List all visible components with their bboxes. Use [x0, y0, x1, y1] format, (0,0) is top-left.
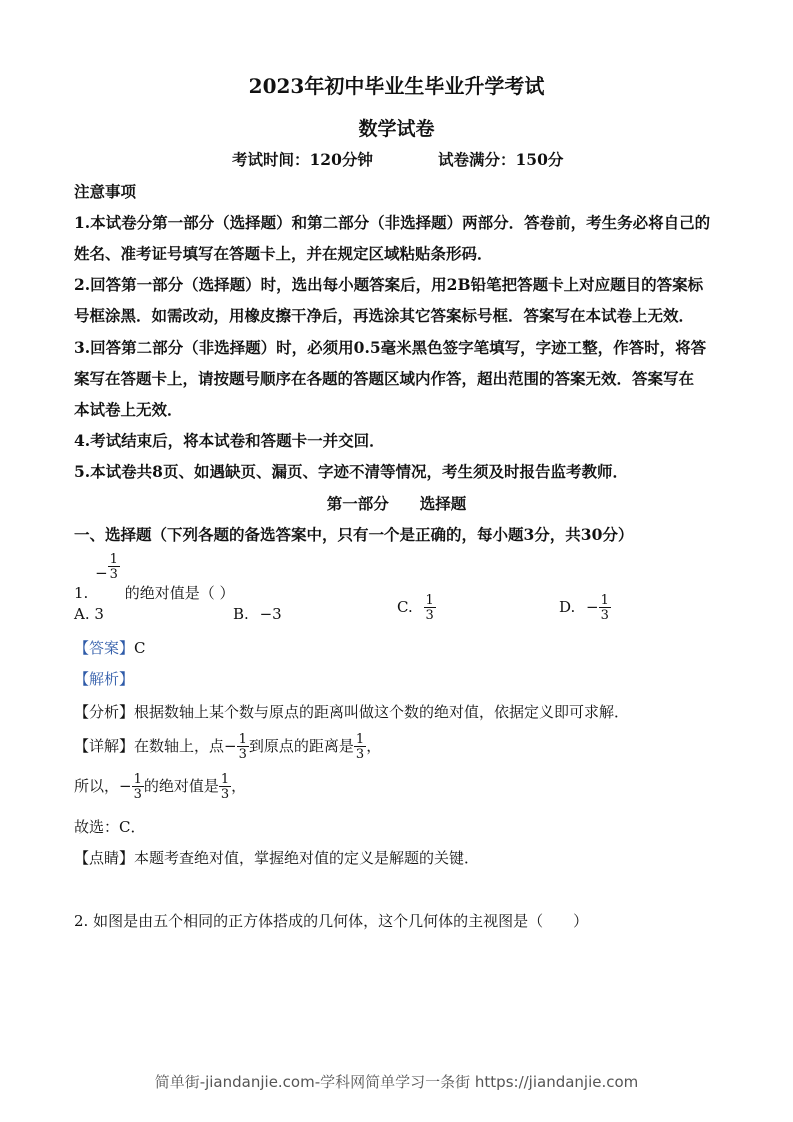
fraction: $\frac{1}{3}$ [425, 593, 434, 623]
dianjing-tag: 【点睛】 [74, 849, 135, 867]
fraction: $\frac{1}{3}$ [133, 772, 142, 802]
notice-line: 本试卷上无效． [74, 400, 183, 419]
suoyi-line: 所以，− $\frac{1}{3}$ 的绝对值是 $\frac{1}{3}$ ， [74, 772, 247, 802]
answer-value: C [134, 639, 146, 657]
notice-heading: 注意事项 [74, 182, 137, 201]
fraction: $\frac{1}{3}$ [220, 772, 230, 802]
answer-tag: 【答案】 [74, 639, 135, 657]
option-b: B. −3 [233, 605, 282, 623]
notice-line: 案写在答题卡上，请按题号顺序在各题的答题区域内作答，超出范围的答案无效．答案写在 [74, 369, 695, 388]
exam-subtitle: 数学试卷 [358, 118, 435, 140]
dianjing-text: 本题考查绝对值，掌握绝对值的定义是解题的关键． [134, 849, 480, 867]
section-heading: 一、选择题（下列各题的备选答案中，只有一个是正确的，每小题3分，共30分） [74, 525, 634, 544]
notice-line: 5.本试卷共8页、如遇缺页、漏页、字迹不清等情况，考生须及时报告监考教师． [74, 462, 628, 481]
fenxi-tag: 【分析】 [74, 703, 135, 721]
notice-line: 3.回答第二部分（非选择题）时，必须用0.5毫米黑色签字笔填写，字迹工整，作答时，将答 [74, 338, 707, 357]
part1-heading: 第一部分 选择题 [326, 494, 467, 513]
question-1 [74, 553, 235, 603]
xiangjie-tag: 【详解】 [74, 737, 135, 755]
analysis-tag: 【解析】 [74, 670, 135, 688]
option-d: D. − $\frac{1}{3}$ [559, 593, 609, 623]
exam-title: 2023年初中毕业生毕业升学考试 [248, 74, 545, 98]
footer-link[interactable]: 简单街-jiandanjie.com-学科网简单学习一条街 https://jiandanjie.com [154, 1073, 639, 1091]
exam-full-score: 试卷满分：150分 [438, 150, 564, 169]
guxuan-line: 故选：C． [74, 818, 146, 836]
fraction: $\frac{1}{3}$ [355, 732, 365, 762]
neg-sign: − [95, 564, 108, 582]
question-2: 2. 如图是由五个相同的正方体搭成的几何体，这个几何体的主视图是（ ） [74, 912, 589, 930]
answer-line [74, 638, 146, 658]
notice-line: 2.回答第一部分（选择题）时，选出每小题答案后，用2B铅笔把答题卡上对应题目的答案标 [74, 275, 704, 294]
option-c: C. $\frac{1}{3}$ [397, 593, 434, 623]
notice-line: 号框涂黑．如需改动，用橡皮擦干净后，再选涂其它答案标号框．答案写在本试卷上无效． [74, 306, 695, 325]
notice-line: 姓名、准考证号填写在答题卡上，并在规定区域粘贴条形码． [74, 244, 493, 263]
fraction: $\frac{1}{3}$ [238, 732, 247, 762]
exam-time: 考试时间：120分钟 [232, 150, 373, 169]
dianjing-line [74, 848, 479, 868]
analysis-line [74, 669, 134, 689]
notice-line: 4.考试结束后，将本试卷和答题卡一并交回． [74, 431, 385, 450]
fenxi-line [74, 702, 629, 722]
fenxi-text: 根据数轴上某个数与原点的距离叫做这个数的绝对值，依据定义即可求解． [134, 703, 630, 721]
question-stem: 的绝对值是（ ） [124, 584, 235, 602]
option-a: A. 3 [74, 605, 104, 623]
xiangjie-line: 【详解】在数轴上，点− $\frac{1}{3}$ 到原点的距离是 $\frac{1}{3}$ ， [74, 732, 382, 762]
fraction: $\frac{1}{3}$ [600, 593, 609, 623]
question-number: 1. [74, 584, 89, 602]
notice-line: 1.本试卷分第一部分（选择题）和第二部分（非选择题）两部分．答卷前，考生务必将自己的 [74, 213, 711, 232]
fraction: $\frac{1}{3}$ [109, 552, 118, 582]
